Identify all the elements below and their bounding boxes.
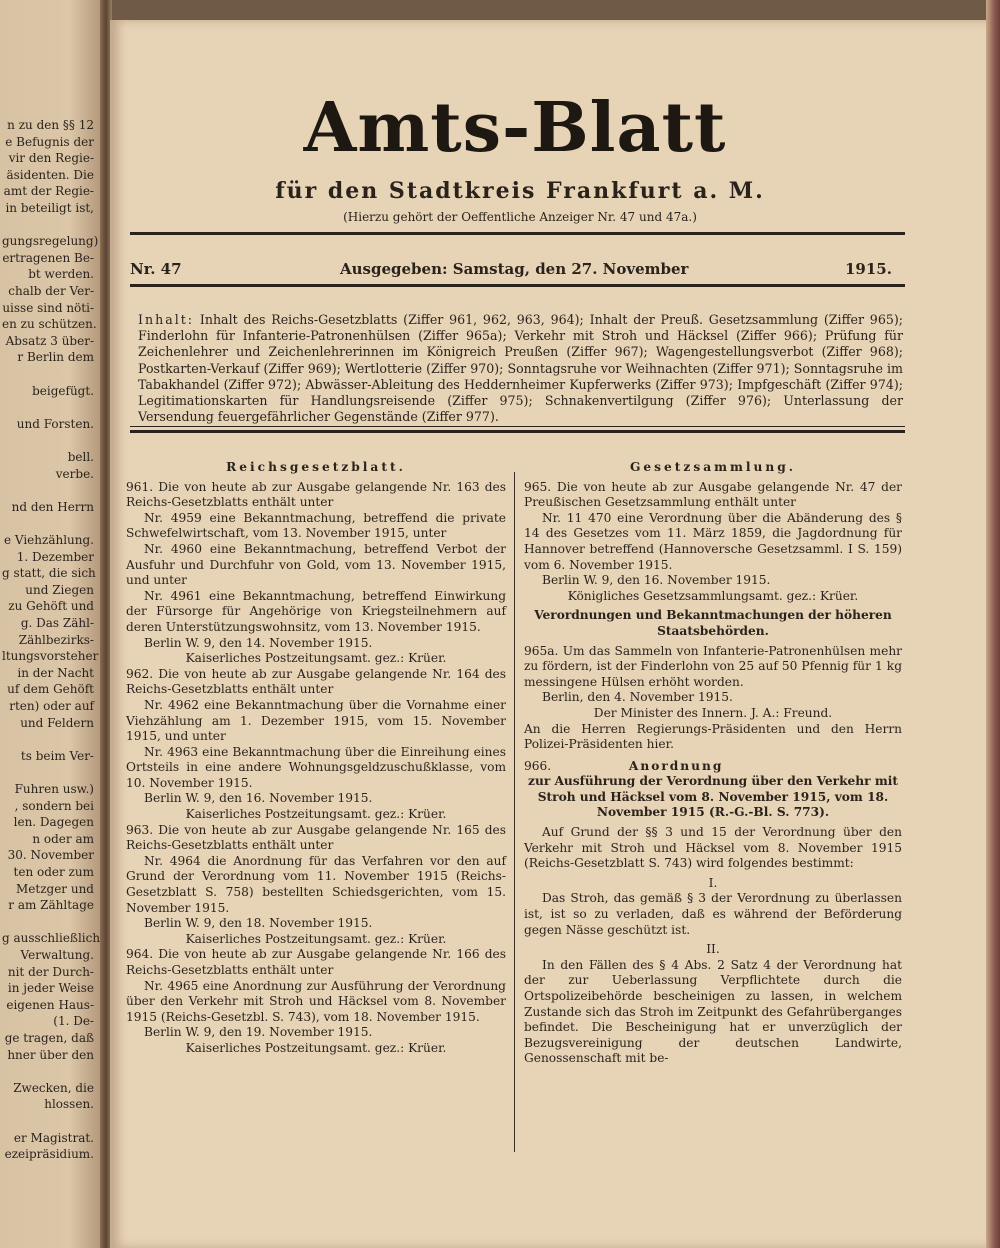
left-page-line: er Magistrat. xyxy=(13,1130,94,1145)
left-page-line: Zählbezirks- xyxy=(18,632,94,647)
right-column xyxy=(524,460,902,1067)
paragraph: Nr. 4962 eine Bekanntmachung über die Vornahme einer Viehzählung am 1. Dezember 1915, vom 15. November 1915, und unter xyxy=(126,697,506,744)
left-page-line: ge tragen, daß xyxy=(4,1031,94,1045)
signature: Kaiserliches Postzeitungsamt. gez.: Krüer. xyxy=(185,807,447,822)
left-page-line: bell. xyxy=(67,450,94,464)
left-page-line: (1. De- xyxy=(53,1014,94,1029)
left-page-line: len. Dagegen xyxy=(13,815,94,830)
paragraph: 962. Die von heute ab zur Ausgabe gelangende Nr. 164 des Reichs-Gesetzblatts enthält unter xyxy=(126,666,506,697)
signature: Der Minister des Innern. J. A.: Freund. xyxy=(593,705,833,720)
section-heading-reichsgesetzblatt: Reichsgesetzblatt. xyxy=(226,460,406,474)
paragraph: 963. Die von heute ab zur Ausgabe gelangende Nr. 165 des Reichs-Gesetzblatts enthält unter xyxy=(126,822,506,853)
issue-year: 1915. xyxy=(845,260,892,278)
left-page-line: 30. November xyxy=(7,848,94,863)
section-heading-verordnungen: Verordnungen und Bekanntmachungen der höheren Staatsbehörden. xyxy=(534,608,892,638)
left-page-line: e Befugnis der xyxy=(5,134,94,149)
paragraph: 961. Die von heute ab zur Ausgabe gelangende Nr. 163 des Reichs-Gesetzblatts enthält unter xyxy=(126,479,506,510)
paragraph: Nr. 4959 eine Bekanntmachung, betreffend die private Schwefelwirtschaft, vom 13. November 1915, unter xyxy=(126,510,506,541)
item-966-subheading: zur Ausführung der Verordnung über den Verkehr mit Stroh und Häcksel vom 8. November 1915, vom 18. November 1915 (R.-G.-Bl. S. 773). xyxy=(528,774,898,820)
left-page-line: n zu den §§ 12 xyxy=(7,118,94,132)
item-number xyxy=(524,759,902,775)
left-page-line: ertragenen Be- xyxy=(2,250,94,265)
contents-rule-1 xyxy=(130,426,905,427)
left-page-line: ts beim Ver- xyxy=(20,748,94,763)
paragraph: Nr. 4960 eine Bekanntmachung, betreffend Verbot der Ausfuhr und Durchfuhr von Gold, vom 13. November 1915, und unter xyxy=(126,541,506,588)
paragraph: 965. Die von heute ab zur Ausgabe gelangende Nr. 47 der Preußischen Gesetzsammlung enthält unter xyxy=(524,479,902,510)
left-page-line: , sondern bei xyxy=(14,798,94,813)
paragraph: An die Herren Regierungs-Präsidenten und den Herrn Polizei-Präsidenten hier. xyxy=(524,721,902,752)
left-page-line: beigefügt. xyxy=(32,383,94,398)
left-page-line: en zu schützen. xyxy=(2,317,97,332)
paragraph: Nr. 4961 eine Bekanntmachung, betreffend Einwirkung der Fürsorge für Angehörige von Kriegsteilnehmern auf deren Unterstützungswohnsitz, vom 13. November 1915. xyxy=(126,588,506,634)
left-page-line: n oder am xyxy=(32,831,94,846)
masthead-title: Amts-Blatt xyxy=(303,88,727,168)
paragraph: Nr. 4964 die Anordnung für das Verfahren vor den auf Grund der Verordnung vom 11. November 1915 (Reichs-Gesetzblatt S. 758) bestellten Schiedsgerichten, vom 15. November 1915. xyxy=(126,853,506,915)
dateline: Berlin, den 4. November 1915. xyxy=(542,690,733,705)
left-page-line: uisse sind nöti- xyxy=(2,300,94,315)
left-page-line: chalb der Ver- xyxy=(8,284,94,298)
left-page-line: gungsregelung) xyxy=(2,234,99,249)
book-cover-edge xyxy=(986,0,1000,1248)
left-page-line: verbe. xyxy=(55,466,94,481)
roman-numeral-2: II. xyxy=(706,942,720,957)
left-page-line: in jeder Weise xyxy=(7,981,94,996)
paragraph: Nr. 4963 eine Bekanntmachung über die Einreihung eines Ortsteils in eine andere Wohnungsgeldzuschußklasse, vom 10. November 1915. xyxy=(126,744,506,790)
left-page-line: zu Gehöft und xyxy=(8,599,94,614)
signature: Königliches Gesetzsammlungsamt. gez.: Krüer. xyxy=(567,588,859,603)
paragraph: Das Stroh, das gemäß § 3 der Verordnung zu überlassen ist, ist so zu verladen, daß es während der Beförderung gegen Nässe geschützt ist. xyxy=(524,891,902,937)
left-page-line: ezeipräsidium. xyxy=(4,1147,94,1162)
contents-label: Inhalt: xyxy=(138,312,195,327)
paragraph: 965a. Um das Sammeln von Infanterie-Patronenhülsen mehr zu fördern, ist der Finderlohn von 25 auf 50 Pfennig für 1 kg messingene Hülsen erhöht worden. xyxy=(524,643,902,689)
contents-text: Inhalt des Reichs-Gesetzblatts (Ziffer 961, 962, 963, 964); Inhalt der Preuß. Gesetzsammlung (Ziffer 965); Finderlohn für Infanterie-Patronenhülsen (Ziffer 965a); Verkehr mit Stroh und Häcksel (Ziffer 966); Prüfung für Zeichenlehrer und Zeichenlehrerinnen im Königreich Preußen (Ziffer 967); Wagengestellungsverbot (Ziffer 968); Postkarten-Verkauf (Ziffer 969); Wertlotterie (Ziffer 970); Sonntagsruhe vor Weihnachten (Ziffer 971); Sonntagsruhe im Tabakhandel (Ziffer 972); Abwässer-Ableitung des Heddernheimer Kupferwerks (Ziffer 973); Impfgeschäft (Ziffer 974); Legitimationskarten für Handlungsreisende (Ziffer 975); Schnakenvertilgung (Ziffer 976); Unterlassung der Versendung feuergefährlicher Gegenstände (Ziffer 977). xyxy=(138,312,903,425)
left-page-line: 1. Dezember xyxy=(16,549,94,564)
paragraph: Nr. 4965 eine Anordnung zur Ausführung der Verordnung über den Verkehr mit Stroh und Häcksel vom 8. November 1915 (Reichs-Gesetzbl. S. 743), vom 18. November 1915. xyxy=(126,978,506,1024)
left-column xyxy=(126,460,506,1057)
paragraph: In den Fällen des § 4 Abs. 2 Satz 4 der Verordnung hat der zur Ueberlassung Verpflichtete durch die Ortspolizeibehörde bescheinigen zu lassen, in welchem Zustande sich das Stroh im Zeitpunkt des Gefahrüberganges befindet. Die Bescheinigung hat er unverzüglich der Bezugsvereinigung der deutschen Landwirte, Genossenschaft mit be- xyxy=(524,957,902,1066)
left-page-line: uf dem Gehöft xyxy=(7,682,94,697)
header-rule-bottom xyxy=(130,284,905,287)
left-page-line: ten oder zum xyxy=(13,865,94,879)
left-page-line: r Berlin dem xyxy=(17,350,94,365)
table-of-contents xyxy=(138,312,903,425)
left-page-line: Absatz 3 über- xyxy=(5,333,94,348)
left-page-line: in beteiligt ist, xyxy=(5,201,94,215)
left-page-line: und Ziegen xyxy=(25,582,94,597)
left-page-line: e Viehzählung. xyxy=(3,533,94,547)
left-page-line: r am Zähltage xyxy=(8,898,94,913)
signature: Kaiserliches Postzeitungsamt. gez.: Krüer. xyxy=(185,1040,447,1055)
signature: Kaiserliches Postzeitungsamt. gez.: Krüer. xyxy=(185,651,447,666)
left-page-line: und Forsten. xyxy=(16,416,94,431)
item-966-heading: Anordnung xyxy=(628,758,724,773)
left-page-line: hner über den xyxy=(7,1047,94,1062)
section-heading-gesetzsammlung: Gesetzsammlung. xyxy=(630,460,796,474)
paragraph: Nr. 11 470 eine Verordnung über die Abänderung des § 14 des Gesetzes vom 11. März 1859, die Jagdordnung für Hannover betreffend (Hannoversche Gesetzsamml. I S. 159) vom 6. November 1915. xyxy=(524,510,902,572)
left-page-line: g statt, die sich xyxy=(2,566,96,581)
left-page-line: und Feldern xyxy=(20,715,94,730)
left-page-line: vir den Regie- xyxy=(8,151,94,166)
signature: Kaiserliches Postzeitungsamt. gez.: Krüer. xyxy=(185,931,447,946)
dateline: Berlin W. 9, den 18. November 1915. xyxy=(144,916,373,931)
left-page-line: Fuhren usw.) xyxy=(14,782,94,796)
left-page-line: nd den Herrn xyxy=(11,499,94,514)
left-page-line: hlossen. xyxy=(44,1097,94,1112)
left-page-line: äsidenten. Die xyxy=(6,167,94,182)
dateline: Berlin W. 9, den 16. November 1915. xyxy=(144,791,373,806)
left-page-line: nit der Durch- xyxy=(7,964,94,979)
newspaper-page xyxy=(110,20,1000,1248)
left-page-line: ltungsvorsteher xyxy=(2,649,99,664)
left-page-line: rten) oder auf xyxy=(9,699,94,713)
header-rule-top xyxy=(130,232,905,235)
left-page-line: Metzger und xyxy=(15,881,94,896)
left-page-line: in der Nacht xyxy=(17,665,94,680)
contents-rule-2 xyxy=(130,430,905,433)
left-page-line: amt der Regie- xyxy=(3,184,94,199)
dateline: Berlin W. 9, den 14. November 1915. xyxy=(144,635,373,650)
left-page-line: Zwecken, die xyxy=(13,1080,94,1095)
dateline: Berlin W. 9, den 19. November 1915. xyxy=(144,1025,373,1040)
issue-number: Nr. 47 xyxy=(130,260,182,278)
left-page-line: g. Das Zähl- xyxy=(20,616,94,630)
left-page-line: eigenen Haus- xyxy=(6,997,94,1012)
masthead-subtitle: für den Stadtkreis Frankfurt a. M. xyxy=(275,178,765,204)
paragraph: 964. Die von heute ab zur Ausgabe gelangende Nr. 166 des Reichs-Gesetzblatts enthält unter xyxy=(126,947,506,977)
left-page-line: Verwaltung. xyxy=(20,948,94,962)
issue-date: Ausgegeben: Samstag, den 27. November xyxy=(340,260,689,278)
roman-numeral-1: I. xyxy=(708,875,718,890)
left-page-line: g ausschließlich xyxy=(2,931,100,946)
masthead-note: (Hierzu gehört der Oeffentliche Anzeiger Nr. 47 und 47a.) xyxy=(343,210,697,224)
paragraph: Auf Grund der §§ 3 und 15 der Verordnung über den Verkehr mit Stroh und Häcksel vom 8. November 1915 (Reichs-Gesetzblatt S. 743) wird folgendes bestimmt: xyxy=(524,825,902,871)
dateline: Berlin W. 9, den 16. November 1915. xyxy=(542,573,771,588)
left-facing-page xyxy=(0,0,100,1248)
left-page-line: bt werden. xyxy=(28,267,94,282)
item-966-number: 966. xyxy=(524,758,552,773)
column-divider xyxy=(514,472,515,1152)
